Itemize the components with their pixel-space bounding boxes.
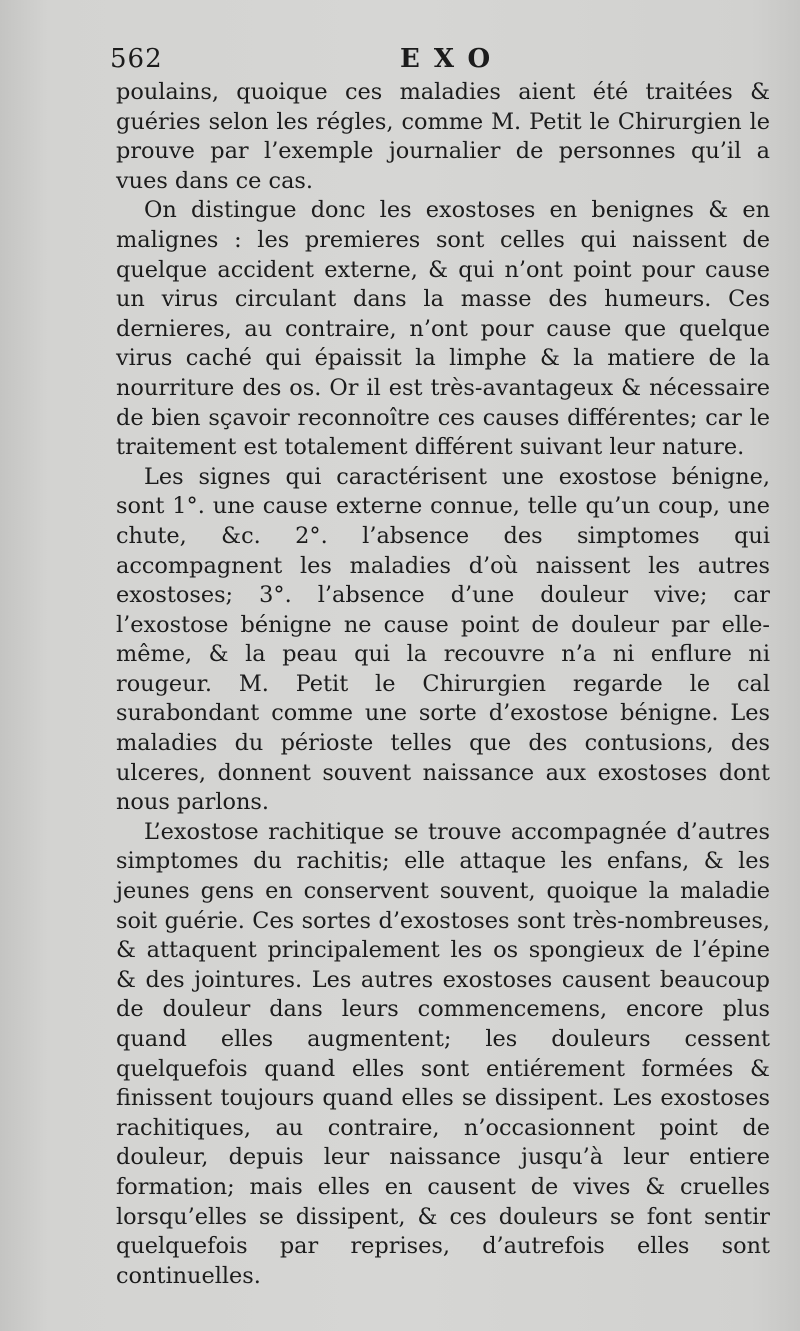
body-text — [116, 78, 770, 1291]
paragraph-exostose-types: On distingue donc les exostoses en benignes & en malignes : les premieres sont celles qui naissent de quelque accident externe, & qui n’ont point pour cause un virus circulant dans la masse des humeurs. Ces dernieres, au contraire, n’ont pour cause que quelque virus caché qui épaissit la limphe & la matiere de la nourriture des os. Or il est très-avantageux & nécessaire de bien sçavoir reconnoître ces causes différentes; car le traitement est totalement différent suivant leur nature. — [116, 197, 770, 461]
page-header — [110, 44, 700, 82]
running-head: EXO — [400, 44, 505, 74]
page-number: 562 — [110, 44, 163, 74]
paragraph-continuation: poulains, quoique ces maladies aient été traitées & guéries selon les régles, comme M. Petit le Chirurgien le prouve par l’exemple journalier de personnes qu’il a vues dans ce cas. — [116, 79, 770, 194]
paragraph-exostose-rachitique: L’exostose rachitique se trouve accompagnée d’autres simptomes du rachitis; elle attaque les enfans, & les jeunes gens en conservent souvent, quoique la maladie soit guérie. Ces sortes d’exostoses sont très-nombreuses, & attaquent principalement les os spongieux de l’épine & des jointures. Les autres exostoses causent beaucoup de douleur dans leurs commencemens, encore plus quand elles augmentent; les douleurs cessent quelquefois quand elles sont entiérement formées & finissent toujours quand elles se dissipent. Les exostoses rachitiques, au contraire, n’occasionnent point de douleur, depuis leur naissance jusqu’à leur entiere formation; mais elles en causent de vives & cruelles lorsqu’elles se dissipent, & ces douleurs se font sentir quelquefois par reprises, d’autrefois elles sont continuelles. — [116, 818, 770, 1289]
paragraph-signes-benigne: Les signes qui caractérisent une exostose bénigne, sont 1°. une cause externe connue, telle qu’un coup, une chute, &c. 2°. l’absence des simptomes qui accompagnent les maladies d’où naissent les autres exostoses; 3°. l’absence d’une douleur vive; car l’exostose bénigne ne cause point de douleur par elle-même, & la peau qui la recouvre n’a ni enflure ni rougeur. M. Petit le Chirurgien regarde le cal surabondant comme une sorte d’exostose bénigne. Les maladies du périoste telles que des contusions, des ulceres, donnent souvent naissance aux exostoses dont nous parlons. — [116, 463, 770, 816]
